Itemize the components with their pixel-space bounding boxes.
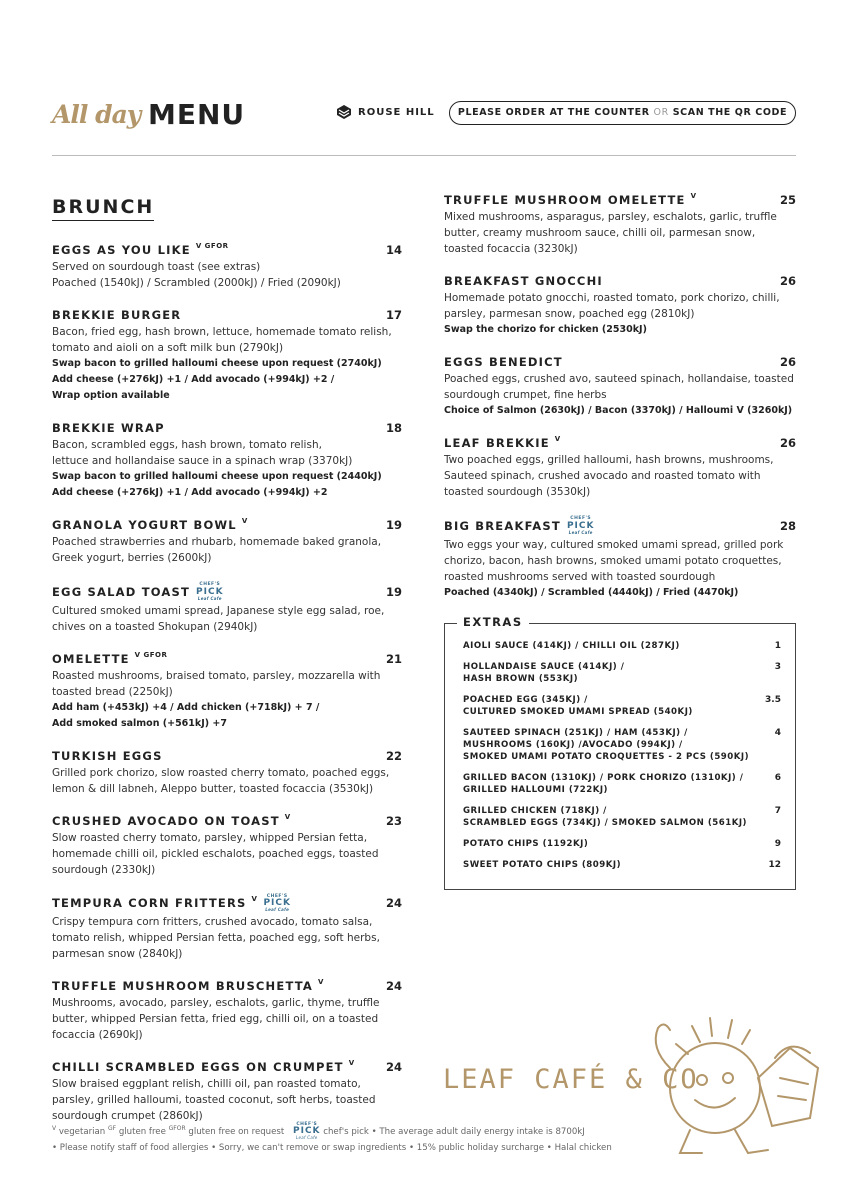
brunch-left-column: [52, 196, 402, 1141]
extras-price: 7: [774, 806, 781, 816]
menu-item-name: [444, 274, 603, 288]
menu-item-name: [52, 895, 291, 913]
menu-item-name: [52, 421, 165, 435]
extras-row: [463, 772, 781, 796]
legend-pick-badge: [293, 1123, 321, 1141]
menu-item-header: [444, 355, 796, 369]
dietary-tags: V GFOR: [195, 242, 229, 250]
extras-price: 12: [768, 860, 781, 870]
menu-item: [52, 814, 402, 878]
footer-legend: [52, 1121, 672, 1140]
extras-list: [463, 640, 781, 880]
brunch-right-list: [444, 193, 796, 601]
extras-price: 1: [774, 641, 781, 651]
menu-item-description: Crispy tempura corn fritters, crushed avocado, tomato salsa, tomato relish, whipped Persian fetta, poached egg, soft herbs, parmesan snow (2840kJ): [52, 916, 380, 960]
menu-item-header: [52, 652, 402, 666]
dietary-tags: V: [318, 978, 324, 986]
menu-item: [52, 895, 402, 963]
pick-badge-main: PICK: [196, 586, 224, 597]
menu-item-header: [52, 1060, 402, 1074]
order-qr: SCAN THE QR CODE: [672, 107, 788, 118]
menu-item: [444, 436, 796, 500]
pick-badge-main: PICK: [263, 898, 291, 908]
menu-item-name: [52, 518, 248, 532]
header-divider: [52, 155, 796, 156]
legend-v-mark: V: [52, 1125, 57, 1132]
menu-item-price: 25: [779, 193, 796, 207]
extras-price: 3.5: [765, 695, 781, 705]
menu-item-title: CRUSHED AVOCADO ON TOAST: [52, 813, 280, 828]
menu-item-name: [52, 979, 324, 993]
menu-item-price: 26: [779, 274, 796, 288]
menu-item-title: EGGS AS YOU LIKE: [52, 243, 191, 257]
menu-item: [52, 652, 402, 732]
location-label: ROUSE HILL: [358, 106, 435, 118]
extras-price: 6: [774, 773, 781, 783]
extras-box: [444, 615, 796, 890]
menu-item-options: Swap bacon to grilled halloumi cheese upon request (2740kJ) Add cheese (+276kJ) +1 / Add avocado (+994kJ) +2 / Wrap option available: [52, 358, 382, 401]
menu-item-name: [52, 814, 291, 828]
menu-item-description: Homemade potato gnocchi, roasted tomato, pork chorizo, chilli, parsley, parmesan snow, poached egg (2810kJ): [444, 292, 780, 320]
menu-item-header: [444, 193, 796, 207]
extras-label: HOLLANDAISE SAUCE (414KJ) / HASH BROWN (553KJ): [463, 662, 625, 684]
dietary-tags: V: [554, 435, 561, 443]
menu-item-description: Grilled pork chorizo, slow roasted cherry tomato, poached eggs, lemon & dill labneh, Aleppo butter, toasted focaccia (3530kJ): [52, 766, 390, 795]
extras-label: GRILLED BACON (1310KJ) / PORK CHORIZO (1310KJ) / GRILLED HALLOUMI (722KJ): [463, 773, 744, 795]
extras-label: POTATO CHIPS (1192KJ): [463, 839, 589, 849]
menu-item-name: [444, 517, 594, 535]
pick-badge-bottom: Leaf Cafe: [265, 907, 290, 912]
menu-item-description: Poached eggs, crushed avo, sauteed spinach, hollandaise, toasted sourdough crumpet, fine herbs: [444, 373, 794, 401]
menu-item-title: EGGS BENEDICT: [444, 355, 563, 369]
menu-item-price: 24: [385, 1060, 402, 1074]
dietary-tags: V: [690, 192, 697, 200]
menu-item-options: Swap bacon to grilled halloumi cheese upon request (2440kJ) Add cheese (+276kJ) +1 / Add avocado (+994kJ) +2: [52, 471, 382, 498]
extras-row: [463, 661, 781, 685]
brunch-right-column: [444, 193, 796, 618]
extras-row: [463, 694, 781, 718]
menu-item-title: GRANOLA YOGURT BOWL: [52, 518, 237, 532]
menu-item: [444, 274, 796, 338]
menu-item: [52, 308, 402, 404]
menu-item-description: Bacon, fried egg, hash brown, lettuce, homemade tomato relish, tomato and aioli on a soft milk bun (2790kJ): [52, 326, 392, 354]
footer-notes: [52, 1121, 672, 1156]
menu-item-options: Choice of Salmon (2630kJ) / Bacon (3370kJ) / Halloumi V (3260kJ): [444, 405, 793, 416]
footer-allergy-notes: • Please notify staff of food allergies • Sorry, we can't remove or swap ingredients • 15% public holiday surcharge • Halal chicken: [52, 1143, 612, 1154]
menu-item-description: Cultured smoked umami spread, Japanese style egg salad, roe, chives on a toasted Shokupan (2940kJ): [52, 604, 385, 633]
menu-item-description: Slow roasted cherry tomato, parsley, whipped Persian fetta, homemade chilli oil, pickled eschalots, poached eggs, toasted sourdough (2330kJ): [52, 831, 379, 876]
legend-gluten-free: gluten free: [118, 1126, 166, 1137]
menu-item-description: Two poached eggs, grilled halloumi, hash browns, mushrooms, Sauteed spinach, crushed avocado and roasted tomato with toasted sourdough (3530kJ): [444, 454, 774, 498]
menu-item-title: BIG BREAKFAST: [444, 518, 561, 533]
menu-item-header: [444, 436, 796, 450]
menu-item-description: Two eggs your way, cultured smoked umami spread, grilled pork chorizo, bacon, hash browns, smoked umami potato croquettes, roasted mushrooms served with toasted sourdough: [444, 538, 784, 583]
menu-item: [52, 583, 402, 635]
menu-item-price: 26: [779, 355, 796, 369]
menu-item: [444, 517, 796, 601]
legend-energy: • The average adult daily energy intake is 8700kJ: [371, 1126, 585, 1137]
menu-item: [52, 421, 402, 501]
menu-item-title: EGG SALAD TOAST: [52, 584, 191, 599]
pick-badge-top: CHEF'S: [266, 893, 288, 899]
menu-item: [52, 243, 402, 291]
menu-item-header: [52, 749, 402, 763]
menu-item-options: Add ham (+453kJ) +4 / Add chicken (+718kJ) + 7 / Add smoked salmon (+561kJ) +7: [52, 701, 320, 729]
menu-item-description: Mixed mushrooms, asparagus, parsley, eschalots, garlic, truffle butter, creamy mushroom sauce, chilli oil, parmesan snow, toasted focaccia (3230kJ): [444, 211, 777, 255]
menu-item-price: 24: [385, 979, 402, 993]
extras-label: GRILLED CHICKEN (718KJ) / SCRAMBLED EGGS (734KJ) / SMOKED SALMON (561KJ): [463, 806, 747, 828]
pick-badge-bottom: Leaf Cafe: [568, 529, 593, 535]
menu-item-price: 19: [385, 518, 402, 532]
dietary-tags: V: [241, 517, 248, 525]
chefs-pick-badge: [567, 517, 595, 535]
menu-item-options: Poached (4340kJ) / Scrambled (4440kJ) / Fried (4470kJ): [444, 586, 739, 598]
order-or: OR: [653, 107, 669, 118]
order-counter: PLEASE ORDER AT THE COUNTER: [457, 107, 650, 118]
dietary-tags: V GFOR: [134, 650, 168, 659]
menu-item-header: [444, 274, 796, 288]
pick-badge-main: PICK: [293, 1126, 321, 1137]
menu-item: [52, 1060, 402, 1124]
legend-gfor-mark: GFOR: [168, 1125, 186, 1132]
menu-item: [444, 193, 796, 257]
logo-menu: MENU: [148, 98, 246, 131]
dietary-tags: V: [284, 812, 291, 821]
menu-item-description: Mushrooms, avocado, parsley, eschalots, garlic, thyme, truffle butter, whipped Persian fetta, fried egg, chilli oil, on a toasted focaccia (2690kJ): [52, 997, 380, 1041]
extras-row: [463, 805, 781, 829]
menu-item-name: [52, 308, 181, 322]
menu-item-description: Served on sourdough toast (see extras) Poached (1540kJ) / Scrambled (2000kJ) / Fried (2090kJ): [52, 261, 341, 289]
extras-label: SAUTEED SPINACH (251KJ) / HAM (453KJ) / MUSHROOMS (160KJ) /AVOCADO (994KJ) / SMOKED UMAMI POTATO CROQUETTES - 2 PCS (590KJ): [463, 728, 750, 762]
menu-item: [52, 518, 402, 566]
extras-row: [463, 640, 781, 652]
menu-item-price: 14: [385, 243, 402, 257]
legend-chefs-pick: chef's pick: [323, 1126, 369, 1137]
legend-gf-mark: GF: [107, 1125, 117, 1132]
extras-row: [463, 838, 781, 850]
extras-row: [463, 727, 781, 763]
pick-badge-main: PICK: [566, 520, 595, 531]
menu-item-title: TURKISH EGGS: [52, 748, 163, 763]
pick-badge-top: CHEF'S: [296, 1121, 318, 1127]
menu-item-description: Slow braised eggplant relish, chilli oil, pan roasted tomato, parsley, grilled halloumi, toasted coconut, soft herbs, toasted sourdough crumpet (2860kJ): [52, 1078, 376, 1122]
menu-item-price: 19: [385, 584, 402, 599]
dietary-tags: V: [348, 1059, 355, 1067]
menu-item-options: Swap the chorizo for chicken (2530kJ): [444, 324, 647, 335]
menu-item-header: [52, 814, 402, 828]
menu-item-name: [52, 583, 224, 601]
menu-item-price: 22: [385, 748, 402, 763]
menu-item-header: [52, 979, 402, 993]
pick-badge-bottom: Leaf Cafe: [295, 1135, 318, 1141]
menu-item-title: OMELETTE: [52, 651, 130, 666]
dietary-tags: V: [251, 895, 258, 904]
menu-item-description: Bacon, scrambled eggs, hash brown, tomato relish, lettuce and hollandaise sauce in a spinach wrap (3370kJ): [52, 439, 353, 467]
extras-price: 3: [774, 662, 781, 672]
menu-item-name: [444, 193, 696, 207]
location: [336, 104, 435, 120]
section-title-brunch: BRUNCH: [52, 196, 154, 221]
menu-item-header: [52, 421, 402, 435]
menu-item-header: [52, 518, 402, 532]
menu-item-description: Roasted mushrooms, braised tomato, parsley, mozzarella with toasted bread (2250kJ): [52, 669, 381, 698]
menu-item: [52, 979, 402, 1043]
menu-header: [52, 96, 796, 136]
menu-item-price: 18: [385, 421, 402, 435]
menu-item-header: [52, 308, 402, 322]
menu-item-header: [52, 583, 402, 601]
menu-item: [444, 355, 796, 419]
extras-label: POACHED EGG (345KJ) / CULTURED SMOKED UMAMI SPREAD (540KJ): [463, 695, 693, 717]
menu-item-price: 28: [779, 518, 796, 533]
order-instructions: [449, 101, 796, 125]
menu-item: [52, 749, 402, 797]
menu-item-name: [52, 652, 167, 666]
leaf-cafe-logo-icon: [336, 104, 352, 120]
pick-badge-bottom: Leaf Cafe: [197, 595, 222, 601]
menu-item-name: [444, 436, 561, 450]
menu-item-title: CHILLI SCRAMBLED EGGS ON CRUMPET: [52, 1060, 344, 1074]
chefs-pick-badge: [263, 895, 291, 913]
menu-item-price: 17: [385, 308, 402, 322]
menu-item-name: [52, 749, 163, 763]
menu-item-title: TEMPURA CORN FRITTERS: [52, 896, 247, 911]
menu-item-title: TRUFFLE MUSHROOM OMELETTE: [444, 193, 686, 207]
pick-badge-top: CHEF'S: [570, 516, 592, 521]
menu-item-header: [52, 243, 402, 257]
menu-item-price: 24: [385, 896, 402, 911]
pick-badge-top: CHEF'S: [199, 582, 221, 587]
menu-item-price: 26: [779, 436, 796, 450]
menu-item-description: Poached strawberries and rhubarb, homemade baked granola, Greek yogurt, berries (2600kJ): [52, 536, 382, 564]
menu-item-title: LEAF BREKKIE: [444, 436, 550, 450]
extras-price: 9: [774, 839, 781, 849]
menu-item-header: [52, 895, 402, 913]
legend-gluten-free-on-request: gluten free on request: [188, 1126, 285, 1137]
menu-item-name: [52, 243, 229, 257]
logo-all-day: All day: [52, 100, 141, 129]
menu-item-price: 23: [385, 813, 402, 828]
menu-item-name: [52, 1060, 355, 1074]
menu-item-title: BREAKFAST GNOCCHI: [444, 274, 603, 288]
menu-item-title: TRUFFLE MUSHROOM BRUSCHETTA: [52, 979, 314, 993]
menu-item-price: 21: [385, 651, 402, 666]
chefs-pick-badge: [196, 583, 224, 601]
menu-item-name: [444, 355, 563, 369]
menu-item-title: BREKKIE WRAP: [52, 421, 165, 435]
extras-label: AIOLI SAUCE (414KJ) / CHILLI OIL (287KJ): [463, 641, 680, 651]
menu-item-header: [444, 517, 796, 535]
brunch-left-list: [52, 243, 402, 1124]
extras-label: SWEET POTATO CHIPS (809KJ): [463, 860, 622, 870]
extras-price: 4: [774, 728, 781, 738]
extras-title: EXTRAS: [457, 615, 529, 629]
extras-row: [463, 859, 781, 871]
legend-vegetarian: vegetarian: [58, 1126, 106, 1137]
brand-name: LEAF CAFÉ & CO: [443, 1064, 699, 1095]
menu-item-title: BREKKIE BURGER: [52, 308, 182, 322]
